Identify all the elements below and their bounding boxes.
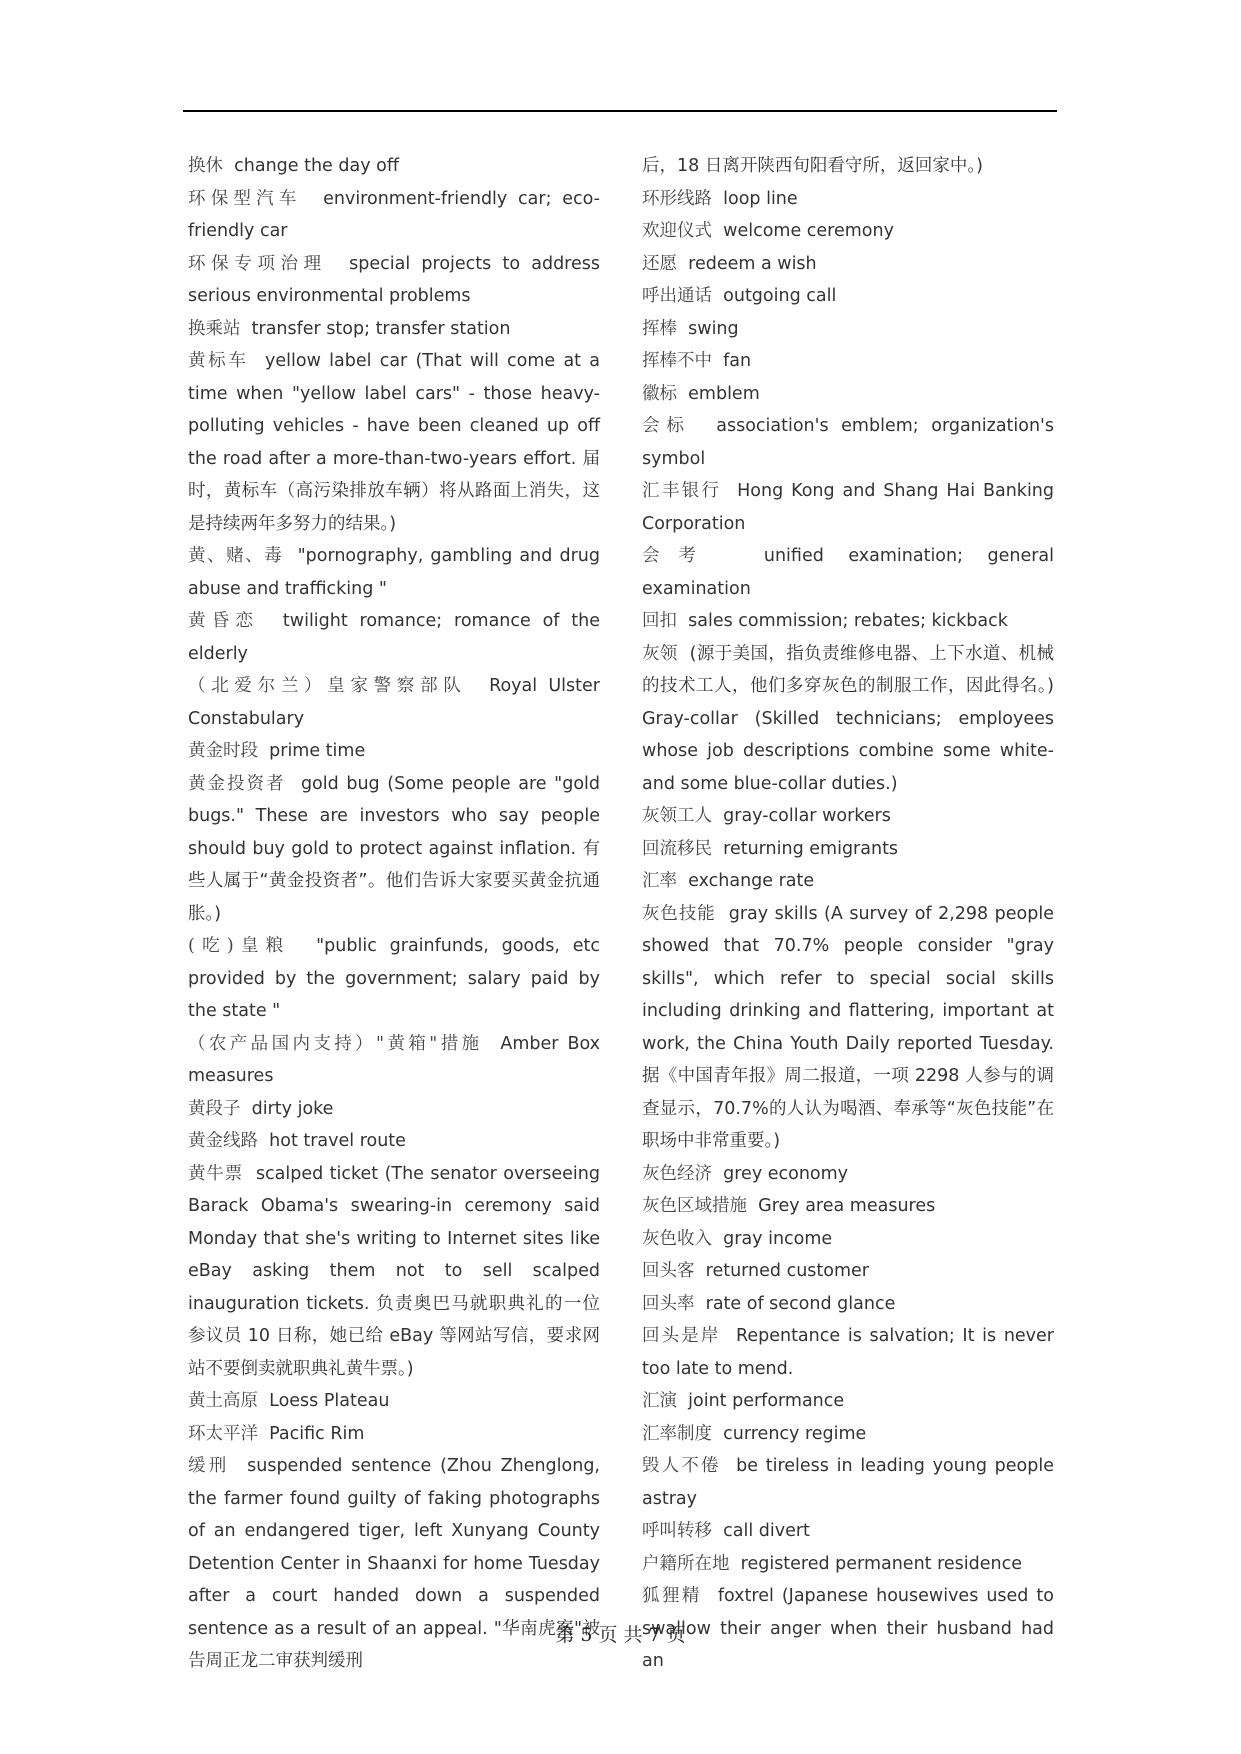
glossary-entry: [642, 1418, 1054, 1451]
english-translation: 后，18 日离开陕西旬阳看守所，返回家中。): [642, 156, 983, 176]
english-translation: transfer stop; transfer station: [251, 318, 511, 339]
chinese-term: 汇率: [642, 871, 677, 891]
english-translation: gold bug (Some people are "gold bugs." These are investors who say people should buy gold to protect against inflation. 有些人属于“黄金投资者”。他们告诉大家要买黄金抗通胀。): [188, 773, 600, 924]
chinese-term: 毁人不倦: [642, 1456, 721, 1476]
chinese-term: 还愿: [642, 253, 677, 274]
glossary-entry: [188, 768, 600, 931]
english-translation: registered permanent residence: [740, 1553, 1022, 1574]
english-translation: swing: [688, 318, 739, 339]
chinese-term: 黄金线路: [188, 1131, 258, 1151]
english-translation: call divert: [723, 1521, 810, 1541]
glossary-entry: [642, 183, 1054, 216]
chinese-term: 回头率: [642, 1293, 695, 1314]
english-translation: exchange rate: [688, 871, 815, 891]
glossary-entry: [642, 280, 1054, 313]
glossary-entry: [188, 1125, 600, 1158]
glossary-entry: [642, 150, 1054, 183]
glossary-entry: [642, 1385, 1054, 1418]
english-translation: change the day off: [234, 156, 399, 176]
glossary-entry: [642, 313, 1054, 346]
english-translation: returning emigrants: [723, 838, 899, 859]
chinese-term: 呼出通话: [642, 286, 712, 306]
glossary-entry: [188, 1385, 600, 1418]
english-translation: Royal Ulster Constabulary: [188, 676, 600, 729]
english-translation: dirty joke: [251, 1098, 334, 1119]
chinese-term: 环保型汽车: [188, 188, 302, 209]
page-number-footer: 第 5 页 共 7 页: [555, 1624, 686, 1646]
chinese-term: 黄标车: [188, 351, 249, 371]
english-translation: suspended sentence (Zhou Zhenglong, the farmer found guilty of faking photographs of an endangered tiger, left Xunyang County Detention Center in Shaanxi for home Tuesday after a court handed down a suspended sentence as a result of an appeal. "华南虎案"被告周正龙二审获判缓刑: [188, 1456, 600, 1671]
english-translation: unified examination; general examination: [642, 546, 1055, 599]
english-translation: outgoing call: [723, 286, 837, 306]
glossary-entry: [188, 735, 600, 768]
chinese-term: 回头客: [642, 1261, 695, 1281]
glossary-entry: [188, 345, 600, 540]
english-translation: fan: [723, 351, 752, 371]
chinese-term: 回流移民: [642, 838, 712, 859]
english-translation: gray-collar workers: [723, 806, 891, 826]
english-translation: environment-friendly car; eco-friendly car: [188, 188, 600, 241]
english-translation: foxtrel (Japanese housewives used to swallow their anger when their husband had an: [642, 1586, 1054, 1671]
chinese-term: 灰领: [642, 643, 678, 664]
chinese-term: 呼叫转移: [642, 1521, 712, 1541]
chinese-term: 狐狸精: [642, 1586, 702, 1606]
glossary-entry: [188, 1158, 600, 1386]
chinese-term: 缓刑: [188, 1456, 230, 1476]
english-translation: "public grainfunds, goods, etc provided by the government; salary paid by the state ": [188, 936, 600, 1021]
chinese-term: 会考: [642, 546, 715, 566]
english-translation: Grey area measures: [758, 1196, 936, 1216]
glossary-entry: [642, 1320, 1054, 1385]
glossary-entry: [642, 638, 1054, 801]
glossary-entry: [642, 345, 1054, 378]
glossary-entry: [642, 540, 1054, 605]
english-translation: Loess Plateau: [269, 1391, 390, 1411]
chinese-term: 灰色技能: [642, 903, 716, 924]
glossary-entry: [642, 1515, 1054, 1548]
glossary-entry: [642, 1255, 1054, 1288]
chinese-term: 挥棒不中: [642, 351, 712, 371]
english-translation: emblem: [688, 383, 760, 404]
chinese-term: 回扣: [642, 611, 677, 631]
english-translation: association's emblem; organization's symbol: [642, 416, 1054, 469]
chinese-term: 环太平洋: [188, 1423, 258, 1444]
english-translation: Amber Box measures: [188, 1033, 600, 1086]
chinese-term: (吃)皇粮: [188, 936, 291, 956]
chinese-term: （农产品国内支持）"黄箱"措施: [188, 1033, 483, 1054]
english-translation: yellow label car (That will come at a time when "yellow label cars" - those heavy-polluting vehicles - have been cleaned up off the road after a more-than-two-years effort. 届时，黄标车（高污染排放车辆）将从路面上消失，这是持续两年多努力的结果。): [188, 351, 600, 534]
chinese-term: 环保专项治理: [188, 253, 327, 274]
english-translation: Hong Kong and Shang Hai Banking Corporation: [642, 481, 1055, 534]
english-translation: (源于美国，指负责维修电器、上下水道、机械的技术工人，他们多穿灰色的制服工作，因此得名。) Gray-collar (Skilled technicians; employees whose job descriptions combine some white- and some blue-collar duties.): [642, 643, 1055, 794]
glossary-entry: [642, 1450, 1054, 1515]
glossary-entry: [642, 898, 1054, 1158]
chinese-term: 黄段子: [188, 1098, 241, 1119]
english-translation: Repentance is salvation; It is never too late to mend.: [642, 1326, 1055, 1379]
english-translation: scalped ticket (The senator overseeing Barack Obama's swearing-in ceremony said Monday that she's writing to Internet sites like eBay asking them not to sell scalped inauguration tickets. 负责奥巴马就职典礼的一位参议员 10 日称，她已给 eBay 等网站写信，要求网站不要倒卖就职典礼黄牛票。): [188, 1163, 600, 1379]
chinese-term: 黄、赌、毒: [188, 546, 284, 566]
chinese-term: 灰领工人: [642, 806, 712, 826]
glossary-entry: [642, 1223, 1054, 1256]
glossary-entry: [642, 215, 1054, 248]
glossary-entry: [188, 670, 600, 735]
english-translation: special projects to address serious environmental problems: [188, 253, 600, 306]
chinese-term: 黄昏恋: [188, 611, 260, 631]
chinese-term: 户籍所在地: [642, 1553, 730, 1574]
english-translation: grey economy: [723, 1163, 849, 1184]
glossary-entry: [642, 833, 1054, 866]
chinese-term: 灰色区域措施: [642, 1196, 747, 1216]
chinese-term: 黄土高原: [188, 1391, 258, 1411]
english-translation: twilight romance; romance of the elderly: [188, 611, 601, 664]
glossary-entry: [188, 1028, 600, 1093]
glossary-entry: [642, 248, 1054, 281]
english-translation: be tireless in leading young people astray: [642, 1456, 1054, 1509]
english-translation: gray income: [723, 1228, 833, 1249]
chinese-term: （北爱尔兰）皇家警察部队: [188, 676, 467, 696]
english-translation: prime time: [269, 741, 366, 761]
chinese-term: 欢迎仪式: [642, 221, 712, 241]
chinese-term: 黄牛票: [188, 1163, 244, 1184]
english-translation: sales commission; rebates; kickback: [688, 611, 1008, 631]
english-translation: gray skills (A survey of 2,298 people showed that 70.7% people consider "gray skills", which refer to special social skills including drinking and flattering, important at work, the China Youth Daily reported Tuesday. 据《中国青年报》周二报道，一项 2298 人参与的调查显示，70.7%的人认为喝酒、奉承等“灰色技能”在职场中非常重要。): [642, 903, 1055, 1151]
glossary-entry: [642, 605, 1054, 638]
english-translation: redeem a wish: [688, 253, 817, 274]
english-translation: "pornography, gambling and drug abuse and trafficking ": [188, 546, 600, 599]
chinese-term: 灰色收入: [642, 1228, 712, 1249]
english-translation: returned customer: [705, 1261, 869, 1281]
english-translation: currency regime: [723, 1423, 867, 1444]
glossary-entry: [188, 313, 600, 346]
glossary-entry: [642, 800, 1054, 833]
glossary-entry: [642, 1288, 1054, 1321]
glossary-entry: [642, 378, 1054, 411]
glossary-entry: [188, 183, 600, 248]
english-translation: welcome ceremony: [723, 221, 894, 241]
english-translation: joint performance: [688, 1391, 845, 1411]
chinese-term: 汇率制度: [642, 1423, 712, 1444]
glossary-entry: [188, 605, 600, 670]
glossary-entry: [188, 540, 600, 605]
chinese-term: 换休: [188, 156, 223, 176]
english-translation: Pacific Rim: [269, 1423, 365, 1444]
chinese-term: 挥棒: [642, 318, 677, 339]
chinese-term: 环形线路: [642, 188, 712, 209]
glossary-entry: [188, 930, 600, 1028]
chinese-term: 会标: [642, 416, 692, 436]
chinese-term: 灰色经济: [642, 1163, 712, 1184]
glossary-entry: [642, 410, 1054, 475]
chinese-term: 汇演: [642, 1391, 677, 1411]
chinese-term: 汇丰银行: [642, 481, 722, 501]
glossary-entry: [642, 865, 1054, 898]
glossary-entry: [188, 150, 600, 183]
glossary-entry: [188, 1093, 600, 1126]
glossary-entry: [642, 1548, 1054, 1581]
chinese-term: 黄金投资者: [188, 773, 286, 794]
chinese-term: 换乘站: [188, 318, 241, 339]
english-translation: hot travel route: [269, 1131, 406, 1151]
left-column: [188, 150, 600, 1678]
english-translation: loop line: [723, 188, 798, 209]
glossary-entry: [188, 248, 600, 313]
chinese-term: 徽标: [642, 383, 677, 404]
glossary-entry: [642, 1158, 1054, 1191]
chinese-term: 回头是岸: [642, 1326, 721, 1346]
chinese-term: 黄金时段: [188, 741, 258, 761]
right-column: [642, 150, 1054, 1678]
english-translation: rate of second glance: [705, 1293, 896, 1314]
header-rule: [183, 110, 1057, 112]
glossary-entry: [188, 1418, 600, 1451]
glossary-entry: [642, 1190, 1054, 1223]
glossary-entry: [642, 475, 1054, 540]
